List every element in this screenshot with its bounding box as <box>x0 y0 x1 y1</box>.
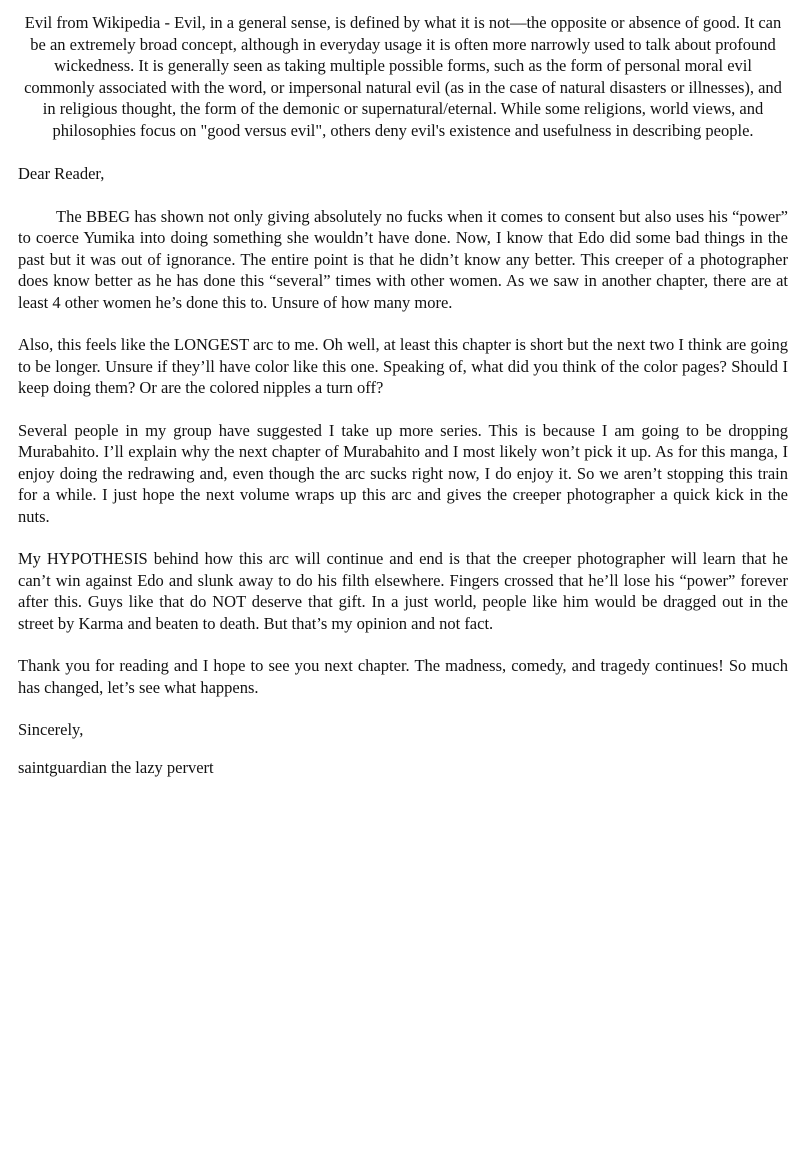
signature: saintguardian the lazy pervert <box>18 757 214 777</box>
paragraph-thank-you: Thank you for reading and I hope to see you next chapter. The madness, comedy, and tragedy continues! So much has changed, let’s see what happens. <box>18 656 788 697</box>
letter-page <box>18 12 788 778</box>
paragraph-hypothesis: My HYPOTHESIS behind how this arc will continue and end is that the creeper photographer will learn that he can’t win against Edo and slunk away to do his filth elsewhere. Fingers crossed that he’ll lose his “power” forever after this. Guys like that do NOT deserve that gift. In a just world, people like him would be dragged out in the street by Karma and beaten to death. But that’s my opinion and not fact. <box>18 549 788 633</box>
paragraph-longest-arc: Also, this feels like the LONGEST arc to me. Oh well, at least this chapter is short but the next two I think are going to be longer. Unsure if they’ll have color like this one. Speaking of, what did you think of the color pages? Should I keep doing them? Or are the colored nipples a turn off? <box>18 335 788 397</box>
paragraph-more-series: Several people in my group have suggested I take up more series. This is because I am going to be dropping Murabahito. I’ll explain why the next chapter of Murabahito and I most likely won’t pick it up. As for this manga, I enjoy doing the redrawing and, even though the arc sucks right now, I do enjoy it. So we aren’t stopping this train for a while. I just hope the next volume wraps up this arc and gives the creeper photographer a quick kick in the nuts. <box>18 420 788 526</box>
salutation: Dear Reader, <box>18 164 105 183</box>
closing: Sincerely, <box>18 720 84 739</box>
paragraph-bbeg: The BBEG has shown not only giving absolutely no fucks when it comes to consent but also uses his “power” to coerce Yumika into doing something she wouldn’t have done. Now, I know that Edo did some bad things in the past but it was out of ignorance. The entire point is that he didn’t know any better. This creeper of a photographer does know better as he has done this “several” times with other women. As we saw in another chapter, there are at least 4 other women he’s done this to. Unsure of how many more. <box>18 206 788 312</box>
wikipedia-epigraph: Evil from Wikipedia - Evil, in a general sense, is defined by what it is not—the opposite or absence of good. It can be an extremely broad concept, although in everyday usage it is often more narrowly used to talk about profound wickedness. It is generally seen as taking multiple possible forms, such as the form of personal moral evil commonly associated with the word, or impersonal natural evil (as in the case of natural disasters or illnesses), and in religious thought, the form of the demonic or supernatural/eternal. While some religions, world views, and philosophies focus on "good versus evil", others deny evil's existence and usefulness in describing people. <box>24 13 782 140</box>
